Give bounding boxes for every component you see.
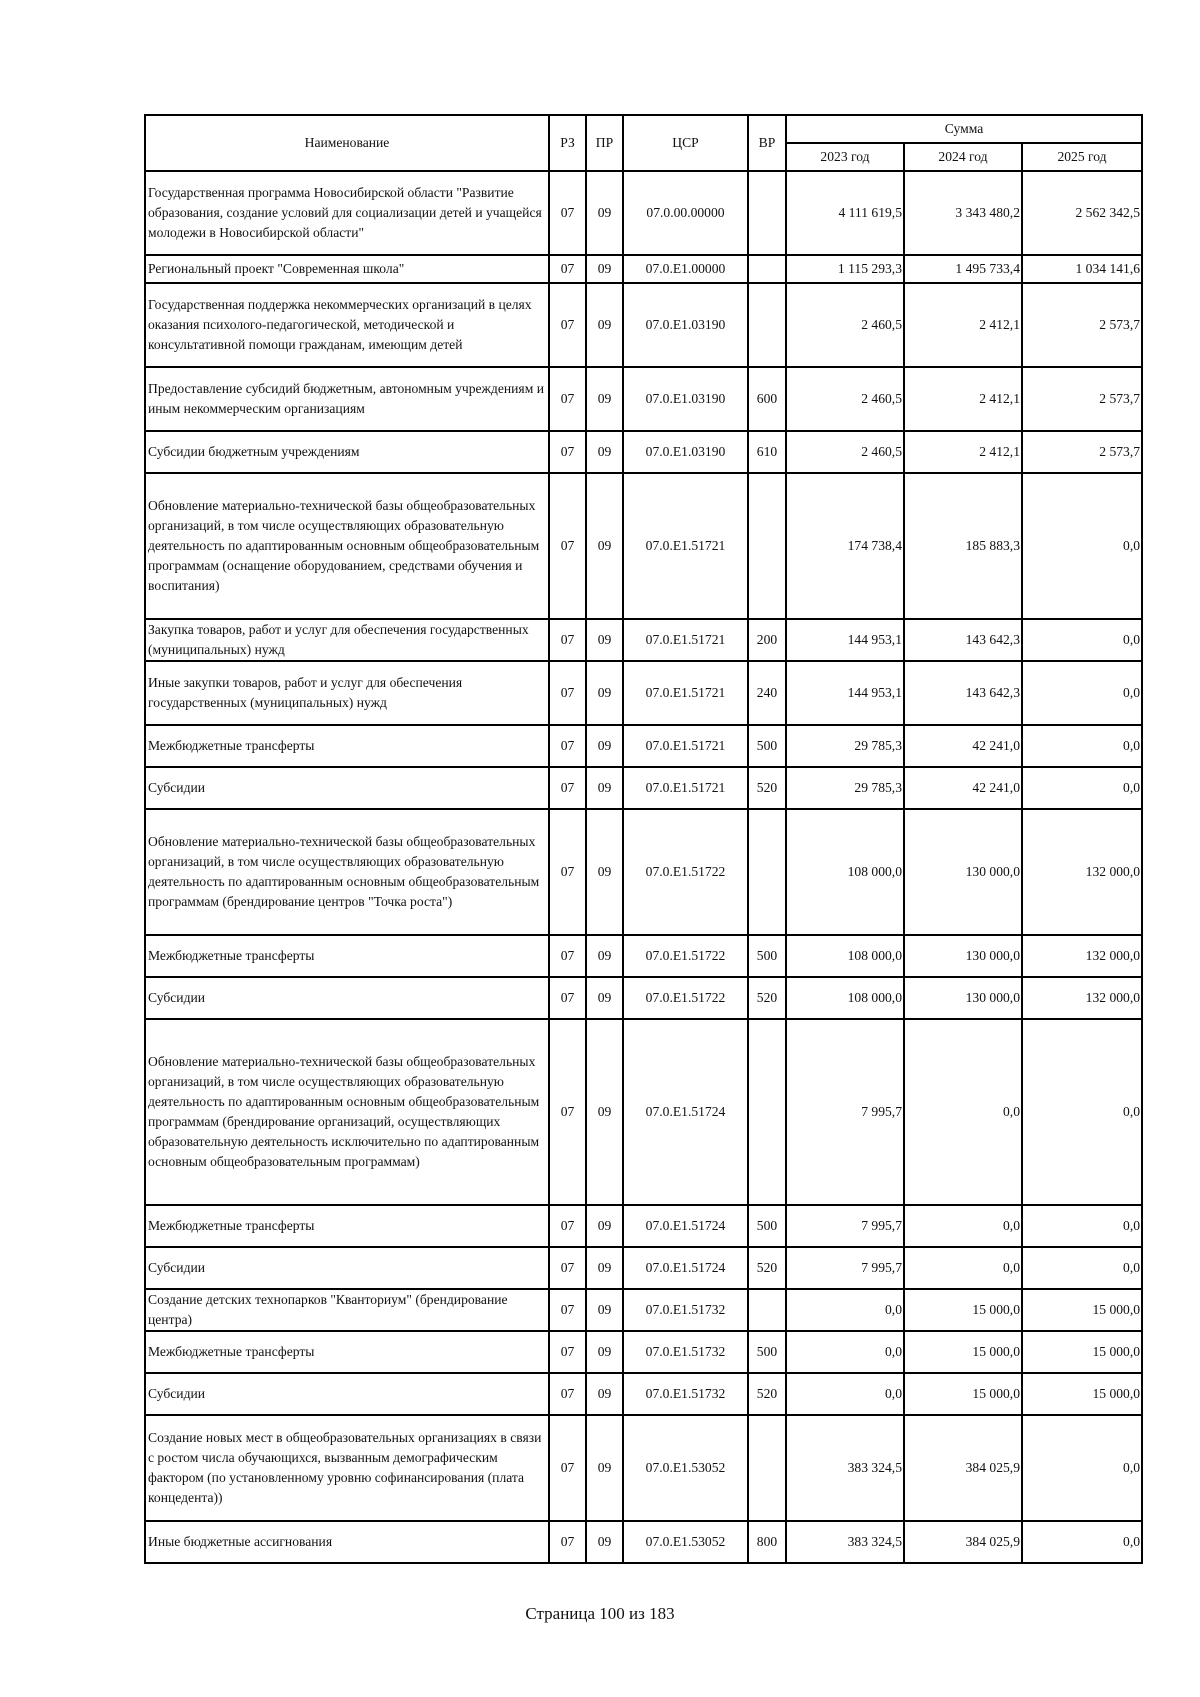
row-name: Межбюджетные трансферты [145, 935, 549, 977]
row-sum-2024: 143 642,3 [904, 619, 1022, 661]
row-sum-2023: 108 000,0 [786, 935, 904, 977]
row-vr: 800 [748, 1521, 786, 1563]
table-row [145, 977, 1142, 1019]
row-name: Иные бюджетные ассигнования [145, 1521, 549, 1563]
row-pr: 09 [586, 619, 623, 661]
table-row [145, 367, 1142, 431]
table-row [145, 1019, 1142, 1205]
row-vr [748, 1289, 786, 1331]
row-vr [748, 171, 786, 255]
row-csr: 07.0.E1.03190 [623, 283, 748, 367]
row-vr: 500 [748, 935, 786, 977]
row-vr: 520 [748, 1247, 786, 1289]
table-row [145, 661, 1142, 725]
header-year-2023: 2023 год [786, 143, 904, 171]
row-name: Государственная программа Новосибирской области "Развитие образования, создание условий для социализации детей и учащейся молодежи в Новосибирской области" [145, 171, 549, 255]
row-sum-2025: 2 573,7 [1022, 283, 1142, 367]
row-rz: 07 [549, 171, 586, 255]
row-pr: 09 [586, 473, 623, 619]
row-vr: 500 [748, 1205, 786, 1247]
row-rz: 07 [549, 619, 586, 661]
row-sum-2023: 2 460,5 [786, 283, 904, 367]
row-sum-2024: 15 000,0 [904, 1331, 1022, 1373]
row-rz: 07 [549, 255, 586, 283]
row-rz: 07 [549, 1331, 586, 1373]
row-rz: 07 [549, 1415, 586, 1521]
row-vr [748, 1415, 786, 1521]
row-vr: 500 [748, 1331, 786, 1373]
row-csr: 07.0.E1.51724 [623, 1247, 748, 1289]
row-sum-2023: 108 000,0 [786, 809, 904, 935]
row-pr: 09 [586, 367, 623, 431]
row-sum-2023: 7 995,7 [786, 1205, 904, 1247]
row-name: Создание новых мест в общеобразовательных организациях в связи с ростом числа обучающихся, вызванным демографическим фактором (по установленному уровню софинансирования (плата концедента)) [145, 1415, 549, 1521]
row-csr: 07.0.E1.53052 [623, 1415, 748, 1521]
row-csr: 07.0.E1.51732 [623, 1373, 748, 1415]
table-row [145, 473, 1142, 619]
row-rz: 07 [549, 1247, 586, 1289]
row-sum-2023: 0,0 [786, 1331, 904, 1373]
row-vr [748, 473, 786, 619]
row-sum-2025: 132 000,0 [1022, 977, 1142, 1019]
row-pr: 09 [586, 1205, 623, 1247]
row-sum-2025: 132 000,0 [1022, 935, 1142, 977]
row-pr: 09 [586, 1415, 623, 1521]
row-sum-2025: 0,0 [1022, 767, 1142, 809]
row-pr: 09 [586, 661, 623, 725]
row-name: Межбюджетные трансферты [145, 725, 549, 767]
row-sum-2024: 0,0 [904, 1205, 1022, 1247]
row-pr: 09 [586, 809, 623, 935]
header-year-2025: 2025 год [1022, 143, 1142, 171]
row-csr: 07.0.E1.03190 [623, 431, 748, 473]
row-csr: 07.0.E1.51721 [623, 767, 748, 809]
row-vr: 600 [748, 367, 786, 431]
row-vr [748, 1019, 786, 1205]
page-number: Страница 100 из 183 [525, 1604, 675, 1623]
row-name: Предоставление субсидий бюджетным, автономным учреждениям и иным некоммерческим организациям [145, 367, 549, 431]
table-row [145, 935, 1142, 977]
row-sum-2025: 0,0 [1022, 725, 1142, 767]
row-rz: 07 [549, 1521, 586, 1563]
table-row [145, 431, 1142, 473]
table-row [145, 809, 1142, 935]
row-sum-2025: 0,0 [1022, 661, 1142, 725]
row-pr: 09 [586, 255, 623, 283]
row-sum-2025: 1 034 141,6 [1022, 255, 1142, 283]
row-sum-2023: 2 460,5 [786, 367, 904, 431]
table-row [145, 619, 1142, 661]
row-rz: 07 [549, 977, 586, 1019]
row-sum-2025: 15 000,0 [1022, 1289, 1142, 1331]
row-rz: 07 [549, 1289, 586, 1331]
row-csr: 07.0.E1.03190 [623, 367, 748, 431]
row-sum-2024: 384 025,9 [904, 1415, 1022, 1521]
header-year-2024: 2024 год [904, 143, 1022, 171]
table-row [145, 1373, 1142, 1415]
row-sum-2024: 2 412,1 [904, 431, 1022, 473]
row-csr: 07.0.E1.51724 [623, 1205, 748, 1247]
row-sum-2023: 144 953,1 [786, 619, 904, 661]
row-csr: 07.0.00.00000 [623, 171, 748, 255]
row-pr: 09 [586, 767, 623, 809]
header-sum: Сумма [786, 115, 1142, 143]
row-name: Субсидии [145, 1373, 549, 1415]
row-sum-2024: 3 343 480,2 [904, 171, 1022, 255]
row-rz: 07 [549, 1205, 586, 1247]
row-csr: 07.0.E1.51722 [623, 977, 748, 1019]
row-sum-2024: 384 025,9 [904, 1521, 1022, 1563]
row-name: Государственная поддержка некоммерческих организаций в целях оказания психолого-педагогической, методической и консультативной помощи гражданам, имеющим детей [145, 283, 549, 367]
row-name: Закупка товаров, работ и услуг для обеспечения государственных (муниципальных) нужд [145, 619, 549, 661]
row-csr: 07.0.E1.53052 [623, 1521, 748, 1563]
header-csr: ЦСР [623, 115, 748, 171]
row-sum-2023: 7 995,7 [786, 1247, 904, 1289]
row-vr: 200 [748, 619, 786, 661]
row-pr: 09 [586, 283, 623, 367]
row-pr: 09 [586, 725, 623, 767]
row-name: Субсидии бюджетным учреждениям [145, 431, 549, 473]
row-name: Региональный проект "Современная школа" [145, 255, 549, 283]
row-csr: 07.0.E1.51721 [623, 473, 748, 619]
row-sum-2023: 174 738,4 [786, 473, 904, 619]
row-sum-2023: 1 115 293,3 [786, 255, 904, 283]
row-sum-2024: 143 642,3 [904, 661, 1022, 725]
row-pr: 09 [586, 935, 623, 977]
header-name: Наименование [145, 115, 549, 171]
table-row [145, 1205, 1142, 1247]
table-row [145, 767, 1142, 809]
table-row [145, 725, 1142, 767]
row-sum-2024: 130 000,0 [904, 809, 1022, 935]
row-sum-2025: 0,0 [1022, 473, 1142, 619]
row-sum-2025: 2 573,7 [1022, 367, 1142, 431]
row-name: Субсидии [145, 1247, 549, 1289]
row-rz: 07 [549, 431, 586, 473]
row-sum-2024: 2 412,1 [904, 367, 1022, 431]
row-pr: 09 [586, 1289, 623, 1331]
row-sum-2024: 1 495 733,4 [904, 255, 1022, 283]
header-vr: ВР [748, 115, 786, 171]
row-rz: 07 [549, 809, 586, 935]
header-rz: РЗ [549, 115, 586, 171]
table-row [145, 1415, 1142, 1521]
row-sum-2023: 7 995,7 [786, 1019, 904, 1205]
row-pr: 09 [586, 1019, 623, 1205]
row-vr [748, 255, 786, 283]
row-pr: 09 [586, 1521, 623, 1563]
row-pr: 09 [586, 171, 623, 255]
row-rz: 07 [549, 767, 586, 809]
table-body [145, 171, 1142, 1563]
row-sum-2023: 29 785,3 [786, 767, 904, 809]
row-name: Субсидии [145, 767, 549, 809]
row-vr [748, 283, 786, 367]
row-rz: 07 [549, 367, 586, 431]
row-csr: 07.0.E1.00000 [623, 255, 748, 283]
row-pr: 09 [586, 977, 623, 1019]
row-name: Межбюджетные трансферты [145, 1205, 549, 1247]
row-csr: 07.0.E1.51724 [623, 1019, 748, 1205]
table-row [145, 1289, 1142, 1331]
row-sum-2023: 383 324,5 [786, 1521, 904, 1563]
row-sum-2025: 0,0 [1022, 1415, 1142, 1521]
row-sum-2023: 29 785,3 [786, 725, 904, 767]
row-vr: 610 [748, 431, 786, 473]
row-sum-2025: 0,0 [1022, 1205, 1142, 1247]
row-rz: 07 [549, 1373, 586, 1415]
row-sum-2025: 15 000,0 [1022, 1373, 1142, 1415]
row-sum-2025: 0,0 [1022, 1019, 1142, 1205]
row-pr: 09 [586, 1373, 623, 1415]
row-name: Обновление материально-технической базы общеобразовательных организаций, в том числе осуществляющих образовательную деятельность по адаптированным основным общеобразовательным программам (брендирование центров "Точка роста") [145, 809, 549, 935]
row-csr: 07.0.E1.51732 [623, 1289, 748, 1331]
row-csr: 07.0.E1.51722 [623, 935, 748, 977]
row-sum-2023: 144 953,1 [786, 661, 904, 725]
row-pr: 09 [586, 431, 623, 473]
row-sum-2024: 15 000,0 [904, 1289, 1022, 1331]
row-rz: 07 [549, 725, 586, 767]
table-row [145, 1521, 1142, 1563]
row-sum-2024: 15 000,0 [904, 1373, 1022, 1415]
row-sum-2025: 0,0 [1022, 619, 1142, 661]
row-sum-2024: 185 883,3 [904, 473, 1022, 619]
row-sum-2024: 0,0 [904, 1019, 1022, 1205]
row-vr: 520 [748, 767, 786, 809]
row-vr: 500 [748, 725, 786, 767]
row-sum-2025: 2 573,7 [1022, 431, 1142, 473]
row-pr: 09 [586, 1247, 623, 1289]
row-sum-2024: 42 241,0 [904, 725, 1022, 767]
row-sum-2023: 4 111 619,5 [786, 171, 904, 255]
row-name: Обновление материально-технической базы общеобразовательных организаций, в том числе осуществляющих образовательную деятельность по адаптированным основным общеобразовательным программам (оснащение оборудованием, средствами обучения и воспитания) [145, 473, 549, 619]
table-row [145, 255, 1142, 283]
table-row [145, 171, 1142, 255]
row-sum-2023: 0,0 [786, 1373, 904, 1415]
table-header [145, 115, 1142, 171]
row-sum-2024: 2 412,1 [904, 283, 1022, 367]
row-name: Межбюджетные трансферты [145, 1331, 549, 1373]
row-sum-2024: 0,0 [904, 1247, 1022, 1289]
row-sum-2025: 0,0 [1022, 1247, 1142, 1289]
row-csr: 07.0.E1.51721 [623, 725, 748, 767]
row-vr: 520 [748, 1373, 786, 1415]
row-rz: 07 [549, 473, 586, 619]
row-csr: 07.0.E1.51721 [623, 619, 748, 661]
row-vr: 240 [748, 661, 786, 725]
header-pr: ПР [586, 115, 623, 171]
row-sum-2024: 130 000,0 [904, 935, 1022, 977]
row-sum-2025: 15 000,0 [1022, 1331, 1142, 1373]
row-vr: 520 [748, 977, 786, 1019]
row-sum-2024: 42 241,0 [904, 767, 1022, 809]
row-sum-2025: 0,0 [1022, 1521, 1142, 1563]
row-csr: 07.0.E1.51732 [623, 1331, 748, 1373]
row-sum-2024: 130 000,0 [904, 977, 1022, 1019]
row-pr: 09 [586, 1331, 623, 1373]
row-name: Создание детских технопарков "Кванториум" (брендирование центра) [145, 1289, 549, 1331]
row-csr: 07.0.E1.51721 [623, 661, 748, 725]
row-name: Субсидии [145, 977, 549, 1019]
row-rz: 07 [549, 661, 586, 725]
row-vr [748, 809, 786, 935]
row-sum-2023: 383 324,5 [786, 1415, 904, 1521]
row-sum-2025: 2 562 342,5 [1022, 171, 1142, 255]
row-sum-2023: 2 460,5 [786, 431, 904, 473]
row-rz: 07 [549, 935, 586, 977]
row-csr: 07.0.E1.51722 [623, 809, 748, 935]
row-name: Иные закупки товаров, работ и услуг для обеспечения государственных (муниципальных) нужд [145, 661, 549, 725]
row-rz: 07 [549, 1019, 586, 1205]
row-name: Обновление материально-технической базы общеобразовательных организаций, в том числе осуществляющих образовательную деятельность по адаптированным основным общеобразовательным программам (брендирование организаций, осуществляющих образовательную деятельность исключительно по адаптированным основным общеобразовательным программам) [145, 1019, 549, 1205]
table-row [145, 1331, 1142, 1373]
row-sum-2023: 108 000,0 [786, 977, 904, 1019]
table-row [145, 1247, 1142, 1289]
row-rz: 07 [549, 283, 586, 367]
row-sum-2025: 132 000,0 [1022, 809, 1142, 935]
budget-table [144, 114, 1143, 1564]
row-sum-2023: 0,0 [786, 1289, 904, 1331]
table-row [145, 283, 1142, 367]
